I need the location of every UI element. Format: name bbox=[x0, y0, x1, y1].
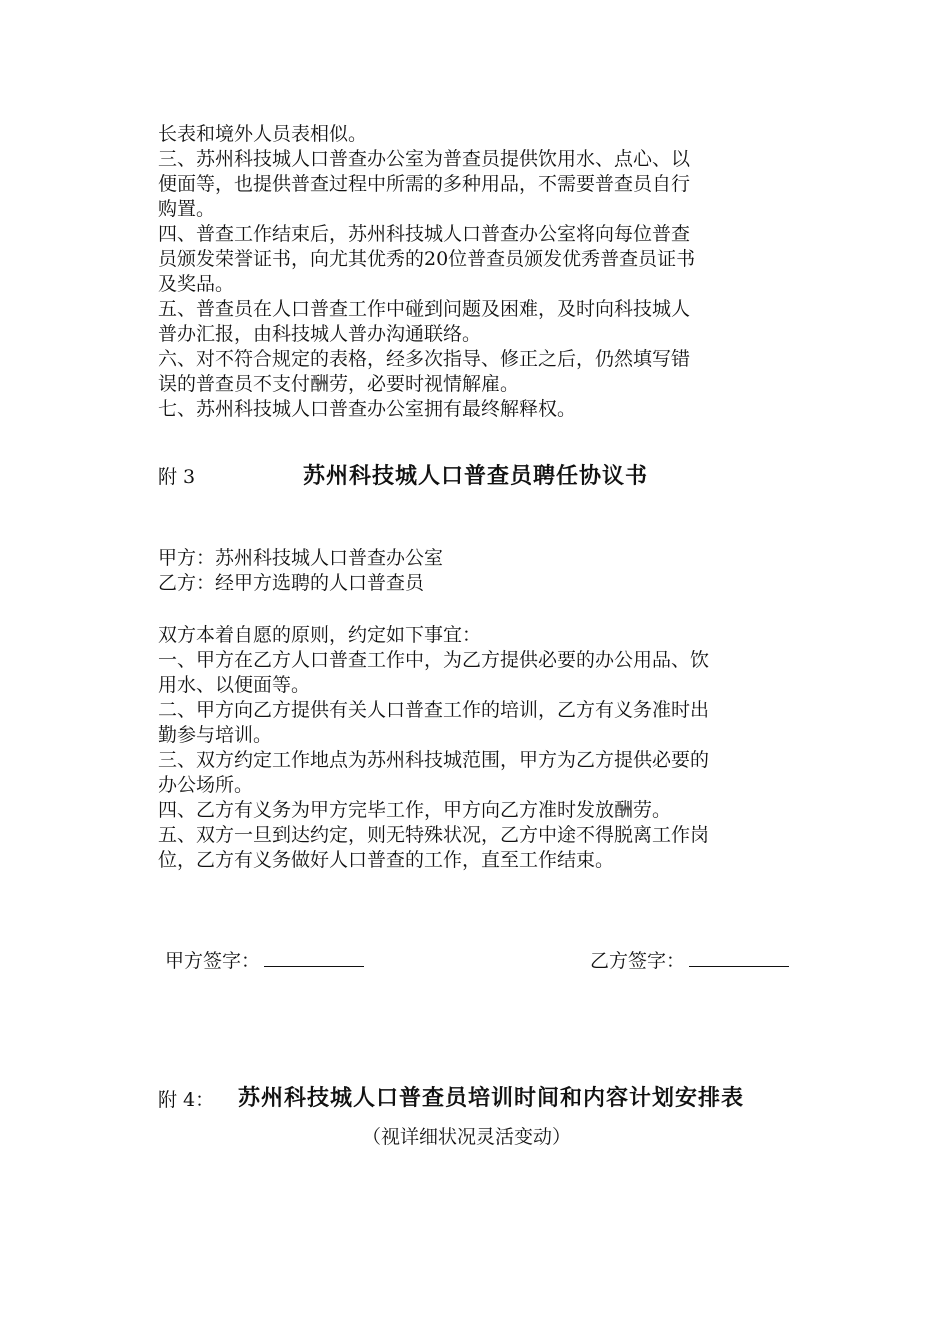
text-line: 位，乙方有义务做好人口普查的工作，直至工作结束。 bbox=[158, 849, 615, 871]
text-line: 购置。 bbox=[158, 198, 216, 220]
text-line: 勤参与培训。 bbox=[158, 724, 273, 746]
text-line: 三、苏州科技城人口普查办公室为普查员提供饮用水、点心、以 bbox=[158, 148, 691, 170]
text-line: 二、甲方向乙方提供有关人口普查工作的培训，乙方有义务准时出 bbox=[158, 699, 710, 721]
party-b: 乙方：经甲方选聘的人口普查员 bbox=[158, 572, 425, 594]
parties-block bbox=[158, 546, 810, 596]
attachment4-label: 附 4： bbox=[158, 1089, 215, 1111]
agreement-terms bbox=[158, 623, 810, 873]
signature-a-label: 甲方签字： bbox=[165, 950, 261, 972]
text-line: 便面等，也提供普查过程中所需的多种用品，不需要普查员自行 bbox=[158, 173, 691, 195]
text-line: 六、对不符合规定的表格，经多次指导、修正之后，仍然填写错 bbox=[158, 348, 691, 370]
text-line: 五、普查员在人口普查工作中碰到问题及困难，及时向科技城人 bbox=[158, 298, 691, 320]
attachment4-title: 苏州科技城人口普查员培训时间和内容计划安排表 bbox=[238, 1086, 745, 1111]
signature-b-line bbox=[689, 948, 789, 967]
signature-a-line bbox=[264, 948, 364, 967]
attachment3-label: 附 3 bbox=[158, 466, 196, 488]
signature-party-b bbox=[590, 946, 789, 973]
text-line: 三、双方约定工作地点为苏州科技城范围，甲方为乙方提供必要的 bbox=[158, 749, 710, 771]
attachment3-title: 苏州科技城人口普查员聘任协议书 bbox=[303, 464, 649, 489]
text-line: 用水、以便面等。 bbox=[158, 674, 311, 696]
text-line: 五、双方一旦到达约定，则无特殊状况，乙方中途不得脱离工作岗 bbox=[158, 824, 710, 846]
text-line: 普办汇报，由科技城人普办沟通联络。 bbox=[158, 323, 482, 345]
text-line: 办公场所。 bbox=[158, 774, 254, 796]
signature-party-a bbox=[165, 946, 364, 973]
text-line: 四、乙方有义务为甲方完毕工作，甲方向乙方准时发放酬劳。 bbox=[158, 799, 672, 821]
text-line: 员颁发荣誉证书，向尤其优秀的20位普查员颁发优秀普查员证书 bbox=[158, 248, 696, 270]
text-line: 一、甲方在乙方人口普查工作中，为乙方提供必要的办公用品、饮 bbox=[158, 649, 710, 671]
text-line: 双方本着自愿的原则，约定如下事宜： bbox=[158, 624, 482, 646]
attachment4-subtitle: （视详细状况灵活变动） bbox=[362, 1126, 572, 1148]
text-line: 长表和境外人员表相似。 bbox=[158, 123, 368, 145]
text-line: 及奖品。 bbox=[158, 273, 235, 295]
text-line: 七、苏州科技城人口普查办公室拥有最终解释权。 bbox=[158, 398, 577, 420]
party-a: 甲方：苏州科技城人口普查办公室 bbox=[158, 547, 444, 569]
section1-text bbox=[158, 122, 810, 422]
signature-b-label: 乙方签字： bbox=[590, 950, 686, 972]
text-line: 四、普查工作结束后，苏州科技城人口普查办公室将向每位普查 bbox=[158, 223, 691, 245]
text-line: 误的普查员不支付酬劳，必要时视情解雇。 bbox=[158, 373, 520, 395]
